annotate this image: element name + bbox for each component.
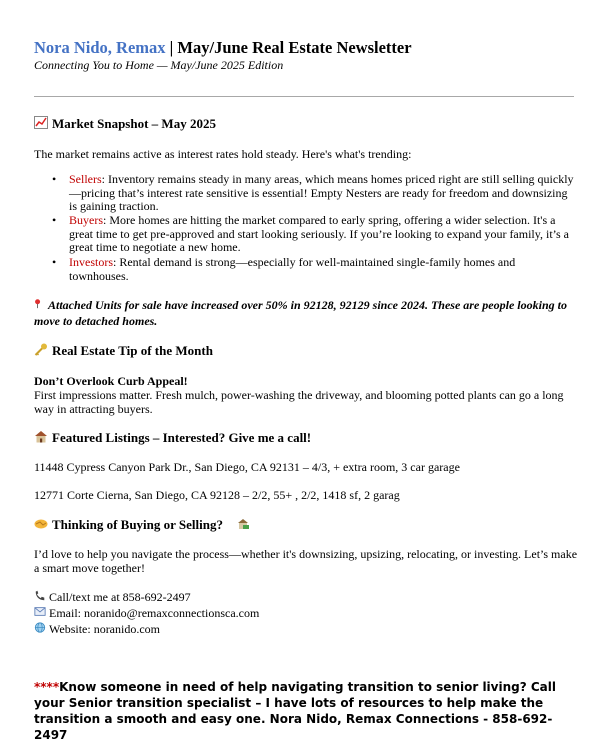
newsletter-title [34, 38, 412, 58]
title-separator: | [165, 38, 178, 57]
buying-heading [34, 517, 254, 533]
pin-icon [34, 297, 44, 310]
listing-item: 12771 Corte Cierna, San Diego, CA 92128 – 2/2, 55+ , 2/2, 1418 sf, 2 garag [34, 488, 400, 502]
bullet-label: Buyers [69, 213, 103, 227]
newsletter-subtitle: Connecting You to Home — May/June 2025 Edition [34, 58, 284, 72]
key-icon [34, 343, 48, 356]
email-text[interactable]: Email: noranido@remaxconnectionsca.com [49, 606, 260, 620]
tip-subheading: Don’t Overlook Curb Appeal! [34, 374, 188, 388]
tip-text: First impressions matter. Fresh mulch, power-washing the driveway, and blooming potted plants can go a long way in attracting buyers. [34, 388, 564, 416]
callout-text: Attached Units for sale have increased over 50% in 92128, 92129 since 2024. These are people looking to move to detached homes. [34, 298, 567, 328]
bullet-label: Investors [69, 255, 113, 269]
bullet-text: : Inventory remains steady in many areas, which means homes priced right are still selling quickly—pricing that’s interest rate sensitive is essential! Empty Nesters are ready for freedom and downsizing is gaining traction. [69, 172, 574, 214]
bullet-text: : More homes are hitting the market compared to early spring, offering a wider selection. It's a great time to get pre-approved and start looking seriously. If you’re looking to expand your family, it’s a great time to negotiate a new home. [69, 213, 569, 255]
globe-icon [34, 621, 46, 634]
phone-text: Call/text me at 858-692-2497 [49, 590, 191, 604]
phone-icon [34, 589, 46, 602]
bullet: • [52, 213, 57, 227]
listings-heading-text: Featured Listings – Interested? Give me a call! [52, 430, 312, 445]
tip-heading-text: Real Estate Tip of the Month [52, 343, 213, 358]
market-heading-text: Market Snapshot – May 2025 [52, 116, 216, 131]
buying-text: I’d love to help you navigate the process—whether it's downsizing, upsizing, relocating, or investing. Let’s make a smart move together! [34, 547, 578, 575]
contact-phone [34, 589, 191, 605]
bullet-label: Sellers [69, 172, 102, 186]
tip-heading [34, 343, 213, 359]
buying-heading-text: Thinking of Buying or Selling? [52, 517, 223, 532]
footer-stars: **** [34, 680, 60, 694]
list-item-sellers [52, 173, 577, 214]
title-text: May/June Real Estate Newsletter [177, 38, 412, 57]
footer-text: Know someone in need of help navigating transition to senior living? Call your Senior transition specialist – I have lots of resources to help make the transition a smooth and easy one. Nora Nido, Remax Connections - 858-692-2497 [34, 680, 557, 742]
list-item-investors [52, 256, 577, 284]
website-text[interactable]: Website: noranido.com [49, 622, 161, 636]
divider [34, 96, 574, 97]
senior-transition-footer [34, 679, 574, 743]
market-callout [34, 297, 579, 329]
email-icon [34, 605, 46, 618]
listings-heading [34, 430, 311, 446]
list-item-buyers [52, 214, 577, 255]
money-house-icon [236, 517, 250, 530]
chart-icon [34, 116, 48, 129]
brand-name: Nora Nido, Remax [34, 38, 166, 57]
contact-email [34, 605, 259, 621]
bullet: • [52, 172, 57, 186]
market-heading [34, 116, 216, 132]
bullet: • [52, 255, 57, 269]
contact-website [34, 621, 160, 637]
house-icon [34, 430, 48, 443]
handshake-icon [34, 517, 48, 530]
listing-item: 11448 Cypress Canyon Park Dr., San Diego, CA 92131 – 4/3, + extra room, 3 car garage [34, 460, 460, 474]
bullet-text: : Rental demand is strong—especially for well-maintained single-family homes and townhouses. [69, 255, 516, 283]
market-intro: The market remains active as interest rates hold steady. Here's what's trending: [34, 147, 412, 161]
